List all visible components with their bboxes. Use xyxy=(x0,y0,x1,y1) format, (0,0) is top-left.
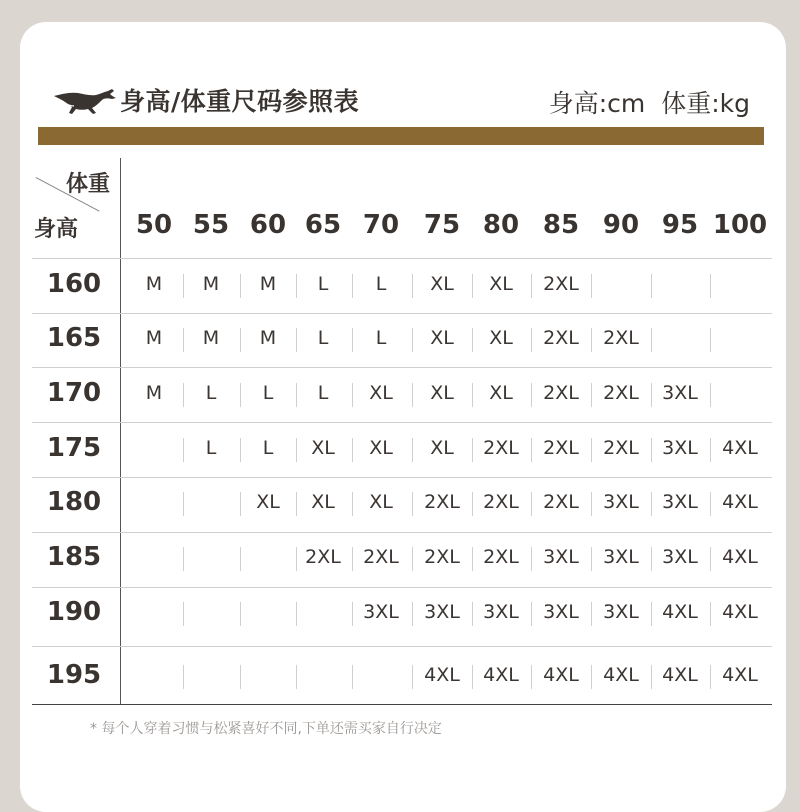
size-cell: 2XL xyxy=(363,546,399,568)
weight-header: 85 xyxy=(542,210,580,240)
size-cell: 4XL xyxy=(662,601,698,623)
size-cell: 3XL xyxy=(662,491,698,513)
size-cell: 3XL xyxy=(603,601,639,623)
size-cell: XL xyxy=(369,382,393,404)
size-cell: 3XL xyxy=(603,491,639,513)
cell-separator xyxy=(183,665,184,689)
size-cell: 4XL xyxy=(483,664,519,686)
size-cell: 2XL xyxy=(305,546,341,568)
corner-weight-label: 体重 xyxy=(66,172,111,197)
cell-separator xyxy=(183,602,184,626)
size-cell: 3XL xyxy=(662,437,698,459)
size-cell: 3XL xyxy=(363,601,399,623)
size-cell: L xyxy=(317,382,329,404)
size-cell: 4XL xyxy=(662,664,698,686)
weight-header: 80 xyxy=(482,210,520,240)
size-cell: 3XL xyxy=(662,546,698,568)
size-cell: 2XL xyxy=(424,491,460,513)
cell-separator xyxy=(352,665,353,689)
height-header: 160 xyxy=(46,269,102,299)
cell-separator xyxy=(591,274,592,298)
size-cell: 4XL xyxy=(543,664,579,686)
size-cell: XL xyxy=(489,273,513,295)
weight-header: 60 xyxy=(249,210,287,240)
weight-header: 75 xyxy=(423,210,461,240)
size-cell: XL xyxy=(430,273,454,295)
size-cell: 3XL xyxy=(543,601,579,623)
size-cell: 4XL xyxy=(722,491,758,513)
size-table xyxy=(20,22,786,812)
size-cell: 3XL xyxy=(662,382,698,404)
size-cell: 4XL xyxy=(603,664,639,686)
height-header: 190 xyxy=(46,597,102,627)
size-cell: M xyxy=(145,273,163,295)
table-row-line xyxy=(32,367,772,368)
weight-header: 65 xyxy=(304,210,342,240)
cell-separator xyxy=(240,547,241,571)
weight-header: 100 xyxy=(712,210,768,240)
table-row-line xyxy=(32,646,772,647)
weight-header: 50 xyxy=(135,210,173,240)
size-cell: XL xyxy=(489,382,513,404)
height-header: 170 xyxy=(46,378,102,408)
table-row-line xyxy=(32,313,772,314)
size-cell: 4XL xyxy=(722,546,758,568)
size-cell: XL xyxy=(311,437,335,459)
size-cell: 4XL xyxy=(424,664,460,686)
cell-separator xyxy=(183,547,184,571)
size-cell: M xyxy=(259,273,277,295)
cell-separator xyxy=(651,274,652,298)
unit-height: 身高:cm xyxy=(548,89,646,118)
cell-separator xyxy=(296,665,297,689)
table-row-line xyxy=(32,587,772,588)
size-cell: 2XL xyxy=(424,546,460,568)
size-cell: 2XL xyxy=(603,382,639,404)
size-cell: M xyxy=(259,327,277,349)
size-cell: 4XL xyxy=(722,664,758,686)
size-cell: L xyxy=(205,437,217,459)
size-cell: XL xyxy=(369,491,393,513)
size-cell: L xyxy=(262,437,274,459)
table-row-line xyxy=(32,704,772,705)
size-cell: M xyxy=(145,382,163,404)
size-cell: XL xyxy=(311,491,335,513)
size-cell: 4XL xyxy=(722,601,758,623)
size-chart-card xyxy=(20,22,786,812)
size-cell: L xyxy=(317,327,329,349)
size-cell: 2XL xyxy=(543,273,579,295)
cell-separator xyxy=(710,383,711,407)
size-cell: 2XL xyxy=(483,437,519,459)
height-header: 180 xyxy=(46,487,102,517)
size-cell: M xyxy=(202,327,220,349)
weight-header: 95 xyxy=(661,210,699,240)
height-header: 185 xyxy=(46,542,102,572)
weight-header: 55 xyxy=(192,210,230,240)
size-cell: XL xyxy=(369,437,393,459)
size-cell: 3XL xyxy=(424,601,460,623)
size-cell: XL xyxy=(430,437,454,459)
weight-header: 70 xyxy=(362,210,400,240)
cell-separator xyxy=(183,492,184,516)
cell-separator xyxy=(240,665,241,689)
size-cell: 3XL xyxy=(603,546,639,568)
size-cell: 4XL xyxy=(722,437,758,459)
size-cell: 2XL xyxy=(603,327,639,349)
size-cell: M xyxy=(145,327,163,349)
cell-separator xyxy=(710,274,711,298)
page-title: 身高/体重尺码参照表 xyxy=(120,87,360,116)
size-cell: XL xyxy=(256,491,280,513)
size-cell: M xyxy=(202,273,220,295)
size-cell: L xyxy=(317,273,329,295)
size-cell: L xyxy=(375,273,387,295)
weight-header: 90 xyxy=(602,210,640,240)
cell-separator xyxy=(710,328,711,352)
size-cell: 2XL xyxy=(603,437,639,459)
size-cell: 3XL xyxy=(543,546,579,568)
size-cell: 2XL xyxy=(543,327,579,349)
size-cell: XL xyxy=(489,327,513,349)
footnote: * 每个人穿着习惯与松紧喜好不同,下单还需买家自行决定 xyxy=(90,721,442,737)
size-cell: L xyxy=(205,382,217,404)
size-cell: 2XL xyxy=(543,491,579,513)
size-cell: 3XL xyxy=(483,601,519,623)
table-vertical-divider xyxy=(120,158,121,704)
size-cell: 2XL xyxy=(543,382,579,404)
table-row-line xyxy=(32,477,772,478)
table-row-line xyxy=(32,422,772,423)
height-header: 195 xyxy=(46,660,102,690)
cell-separator xyxy=(651,328,652,352)
table-row-line xyxy=(32,258,772,259)
size-cell: L xyxy=(262,382,274,404)
size-cell: XL xyxy=(430,382,454,404)
size-cell: 2XL xyxy=(483,546,519,568)
corner-height-label: 身高 xyxy=(34,217,79,242)
height-header: 175 xyxy=(46,433,102,463)
height-header: 165 xyxy=(46,323,102,353)
cell-separator xyxy=(296,602,297,626)
size-cell: 2XL xyxy=(483,491,519,513)
size-cell: L xyxy=(375,327,387,349)
table-row-line xyxy=(32,532,772,533)
size-cell: XL xyxy=(430,327,454,349)
cell-separator xyxy=(240,602,241,626)
size-cell: 2XL xyxy=(543,437,579,459)
unit-weight: 体重:kg xyxy=(661,89,750,118)
